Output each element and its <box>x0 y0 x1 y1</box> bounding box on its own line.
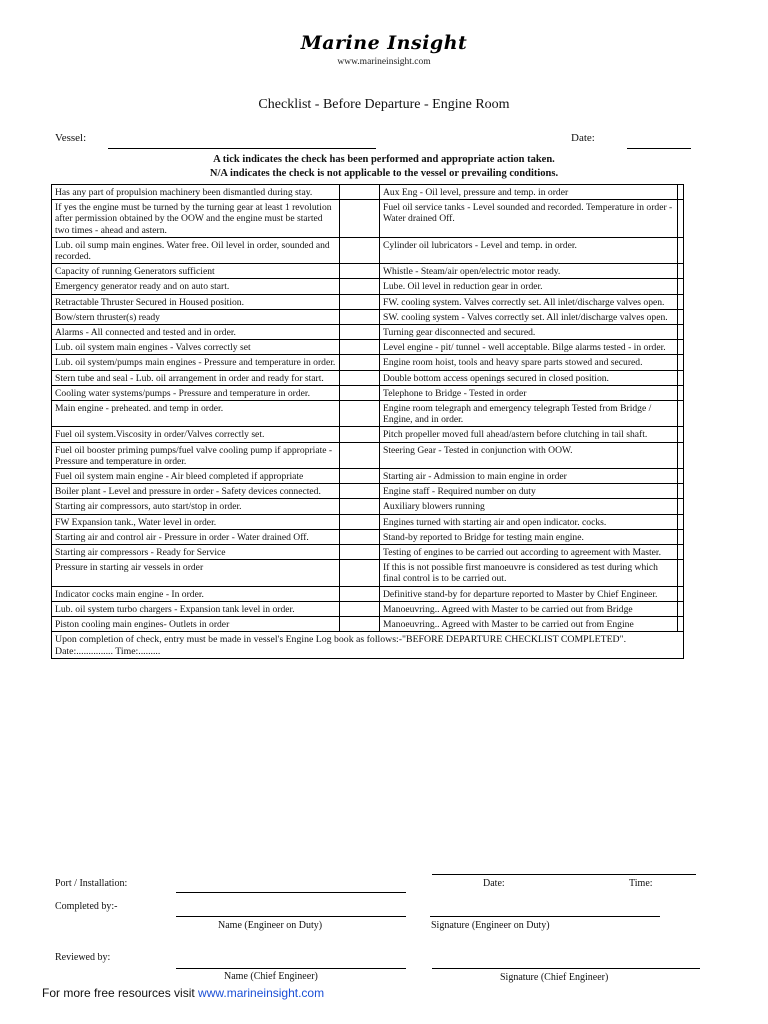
date-label: Date: <box>571 132 595 144</box>
checklist-row <box>52 499 684 514</box>
checklist-row <box>52 586 684 601</box>
check-item-left: Lub. oil system main engines - Valves correctly set <box>52 340 340 355</box>
engineer-signature-caption: Signature (Engineer on Duty) <box>431 920 550 931</box>
tick-box-left[interactable] <box>340 370 380 385</box>
tick-box-left[interactable] <box>340 185 380 200</box>
checklist-row <box>52 325 684 340</box>
check-item-right: Testing of engines to be carried out according to agreement with Master. <box>380 545 678 560</box>
tick-box-right[interactable] <box>678 617 684 632</box>
checklist-row <box>52 370 684 385</box>
logo: Marine Insight <box>300 32 468 54</box>
checklist-row <box>52 484 684 499</box>
check-item-left: If yes the engine must be turned by the turning gear at least 1 revolution after permission obtained by the OOW and the engine must be started two times - ahead and astern. <box>52 200 340 238</box>
check-item-right: Lube. Oil level in reduction gear in order. <box>380 279 678 294</box>
check-item-left: Indicator cocks main engine - In order. <box>52 586 340 601</box>
tick-box-right[interactable] <box>678 586 684 601</box>
tick-box-right[interactable] <box>678 340 684 355</box>
tick-box-right[interactable] <box>678 529 684 544</box>
check-item-right: Definitive stand-by for departure reported to Master by Chief Engineer. <box>380 586 678 601</box>
tick-box-right[interactable] <box>678 385 684 400</box>
check-item-left: Fuel oil system.Viscosity in order/Valves correctly set. <box>52 427 340 442</box>
port-label: Port / Installation: <box>55 878 128 889</box>
tick-box-right[interactable] <box>678 442 684 468</box>
tick-box-right[interactable] <box>678 309 684 324</box>
checklist-row <box>52 294 684 309</box>
check-item-right: Telephone to Bridge - Tested in order <box>380 385 678 400</box>
checklist-row <box>52 200 684 238</box>
tick-box-left[interactable] <box>340 617 380 632</box>
checklist-row <box>52 514 684 529</box>
checklist-row <box>52 442 684 468</box>
check-item-right: Engine room telegraph and emergency telegraph Tested from Bridge / Engine, and in order. <box>380 401 678 427</box>
tick-box-right[interactable] <box>678 499 684 514</box>
check-item-left: Boiler plant - Level and pressure in order - Safety devices connected. <box>52 484 340 499</box>
check-item-left: Retractable Thruster Secured in Housed position. <box>52 294 340 309</box>
checklist-row <box>52 340 684 355</box>
chief-signature-line <box>432 968 700 969</box>
tick-box-left[interactable] <box>340 545 380 560</box>
page-title: Checklist - Before Departure - Engine Room <box>258 97 510 112</box>
checklist-row <box>52 560 684 586</box>
check-item-right: Auxiliary blowers running <box>380 499 678 514</box>
check-item-left: Cooling water systems/pumps - Pressure and temperature in order. <box>52 385 340 400</box>
date-field-line <box>627 148 691 149</box>
tick-box-right[interactable] <box>678 264 684 279</box>
promo-link[interactable]: www.marineinsight.com <box>198 986 325 1000</box>
checklist-row <box>52 237 684 263</box>
signoff-time-label: Time: <box>629 878 653 889</box>
tick-box-right[interactable] <box>678 560 684 586</box>
tick-note: A tick indicates the check has been performed and appropriate action taken. <box>213 154 555 165</box>
check-item-left: Main engine - preheated. and temp in order. <box>52 401 340 427</box>
check-item-left: Pressure in starting air vessels in order <box>52 560 340 586</box>
check-item-right: Cylinder oil lubricators - Level and temp. in order. <box>380 237 678 263</box>
check-item-left: Starting air and control air - Pressure in order - Water drained Off. <box>52 529 340 544</box>
tick-box-right[interactable] <box>678 370 684 385</box>
checklist-row <box>52 427 684 442</box>
chief-signature-caption: Signature (Chief Engineer) <box>500 972 609 983</box>
check-item-left: Lub. oil system/pumps main engines - Pressure and temperature in order. <box>52 355 340 370</box>
tick-box-right[interactable] <box>678 601 684 616</box>
tick-box-left[interactable] <box>340 385 380 400</box>
check-item-left: Lub. oil system turbo chargers - Expansion tank level in order. <box>52 601 340 616</box>
tick-box-right[interactable] <box>678 401 684 427</box>
tick-box-right[interactable] <box>678 200 684 238</box>
date-time-line <box>432 874 696 875</box>
tick-box-right[interactable] <box>678 469 684 484</box>
tick-box-left[interactable] <box>340 499 380 514</box>
tick-box-left[interactable] <box>340 279 380 294</box>
checklist-row <box>52 309 684 324</box>
check-item-right: SW. cooling system - Valves correctly set. All inlet/discharge valves open. <box>380 309 678 324</box>
check-item-left: Starting air compressors, auto start/stop in order. <box>52 499 340 514</box>
checklist-row <box>52 279 684 294</box>
tick-box-right[interactable] <box>678 294 684 309</box>
logo-url[interactable]: www.marineinsight.com <box>337 57 431 67</box>
tick-box-left[interactable] <box>340 355 380 370</box>
check-item-right: Whistle - Steam/air open/electric motor ready. <box>380 264 678 279</box>
tick-box-left[interactable] <box>340 586 380 601</box>
check-item-left: Alarms - All connected and tested and in order. <box>52 325 340 340</box>
tick-box-left[interactable] <box>340 442 380 468</box>
check-item-right: Engine staff - Required number on duty <box>380 484 678 499</box>
tick-box-left[interactable] <box>340 560 380 586</box>
check-item-left: Piston cooling main engines- Outlets in order <box>52 617 340 632</box>
tick-box-right[interactable] <box>678 325 684 340</box>
checklist-row <box>52 385 684 400</box>
check-item-left: Has any part of propulsion machinery been dismantled during stay. <box>52 185 340 200</box>
completed-label: Completed by:- <box>55 901 118 912</box>
check-item-right: Manoeuvring.. Agreed with Master to be carried out from Engine <box>380 617 678 632</box>
checklist-row <box>52 264 684 279</box>
footer-note: Upon completion of check, entry must be made in vessel's Engine Log book as follows:-"BEFORE DEPARTURE CHECKLIST COMPLETED". Date:............... Time:......... <box>52 632 684 659</box>
check-item-right: Stand-by reported to Bridge for testing main engine. <box>380 529 678 544</box>
check-item-right: FW. cooling system. Valves correctly set. All inlet/discharge valves open. <box>380 294 678 309</box>
chief-name-caption: Name (Chief Engineer) <box>224 971 318 982</box>
check-item-right: If this is not possible first manoeuvre is considered as test during which final control is to be carried out. <box>380 560 678 586</box>
checklist-row <box>52 401 684 427</box>
check-item-left: Bow/stern thruster(s) ready <box>52 309 340 324</box>
check-item-right: Engines turned with starting air and open indicator. cocks. <box>380 514 678 529</box>
check-item-left: Capacity of running Generators sufficient <box>52 264 340 279</box>
engineer-name-line <box>176 916 406 917</box>
tick-box-right[interactable] <box>678 279 684 294</box>
tick-box-right[interactable] <box>678 514 684 529</box>
check-item-right: Fuel oil service tanks - Level sounded and recorded. Temperature in order - Water drained Off. <box>380 200 678 238</box>
check-item-right: Aux Eng - Oil level, pressure and temp. in order <box>380 185 678 200</box>
check-item-left: Fuel oil booster priming pumps/fuel valve cooling pump if appropriate - Pressure and temperature in order. <box>52 442 340 468</box>
tick-box-right[interactable] <box>678 427 684 442</box>
tick-box-right[interactable] <box>678 185 684 200</box>
tick-box-left[interactable] <box>340 294 380 309</box>
check-item-right: Pitch propeller moved full ahead/astern before clutching in tail shaft. <box>380 427 678 442</box>
check-item-right: Manoeuvring.. Agreed with Master to be carried out from Bridge <box>380 601 678 616</box>
tick-box-left[interactable] <box>340 325 380 340</box>
engineer-name-caption: Name (Engineer on Duty) <box>218 920 323 931</box>
tick-box-left[interactable] <box>340 484 380 499</box>
checklist-row <box>52 545 684 560</box>
check-item-right: Steering Gear - Tested in conjunction with OOW. <box>380 442 678 468</box>
tick-box-left[interactable] <box>340 469 380 484</box>
checklist-table <box>51 184 684 659</box>
check-item-right: Turning gear disconnected and secured. <box>380 325 678 340</box>
chief-name-line <box>176 968 406 969</box>
check-item-left: Lub. oil sump main engines. Water free. Oil level in order, sounded and recorded. <box>52 237 340 263</box>
checklist-row <box>52 469 684 484</box>
tick-box-left[interactable] <box>340 401 380 427</box>
tick-box-left[interactable] <box>340 601 380 616</box>
engineer-signature-line <box>430 916 660 917</box>
promo-footer <box>42 986 324 1000</box>
vessel-field-line <box>108 148 376 149</box>
tick-box-left[interactable] <box>340 200 380 238</box>
check-item-right: Starting air - Admission to main engine in order <box>380 469 678 484</box>
tick-box-left[interactable] <box>340 529 380 544</box>
check-item-right: Double bottom access openings secured in closed position. <box>380 370 678 385</box>
footer-note-row <box>52 632 684 659</box>
tick-box-left[interactable] <box>340 340 380 355</box>
checklist-row <box>52 185 684 200</box>
tick-box-right[interactable] <box>678 484 684 499</box>
tick-box-left[interactable] <box>340 237 380 263</box>
checklist-row <box>52 529 684 544</box>
checklist-row <box>52 617 684 632</box>
reviewed-label: Reviewed by: <box>55 952 111 963</box>
check-item-right: Engine room hoist, tools and heavy spare parts stowed and secured. <box>380 355 678 370</box>
tick-box-right[interactable] <box>678 237 684 263</box>
check-item-left: Stern tube and seal - Lub. oil arrangement in order and ready for start. <box>52 370 340 385</box>
vessel-label: Vessel: <box>55 132 87 144</box>
checklist-body <box>52 185 684 659</box>
tick-box-right[interactable] <box>678 355 684 370</box>
check-item-left: FW Expansion tank., Water level in order. <box>52 514 340 529</box>
tick-box-right[interactable] <box>678 545 684 560</box>
check-item-left: Emergency generator ready and on auto start. <box>52 279 340 294</box>
signoff-date-label: Date: <box>483 878 505 889</box>
tick-box-left[interactable] <box>340 309 380 324</box>
port-line <box>176 892 406 893</box>
tick-box-left[interactable] <box>340 427 380 442</box>
tick-box-left[interactable] <box>340 514 380 529</box>
check-item-left: Fuel oil system main engine - Air bleed completed if appropriate <box>52 469 340 484</box>
checklist-row <box>52 355 684 370</box>
checklist-row <box>52 601 684 616</box>
promo-text: For more free resources visit <box>42 986 199 1000</box>
check-item-left: Starting air compressors - Ready for Service <box>52 545 340 560</box>
tick-box-left[interactable] <box>340 264 380 279</box>
na-note: N/A indicates the check is not applicable to the vessel or prevailing conditions. <box>209 168 559 179</box>
check-item-right: Level engine - pit/ tunnel - well acceptable. Bilge alarms tested - in order. <box>380 340 678 355</box>
